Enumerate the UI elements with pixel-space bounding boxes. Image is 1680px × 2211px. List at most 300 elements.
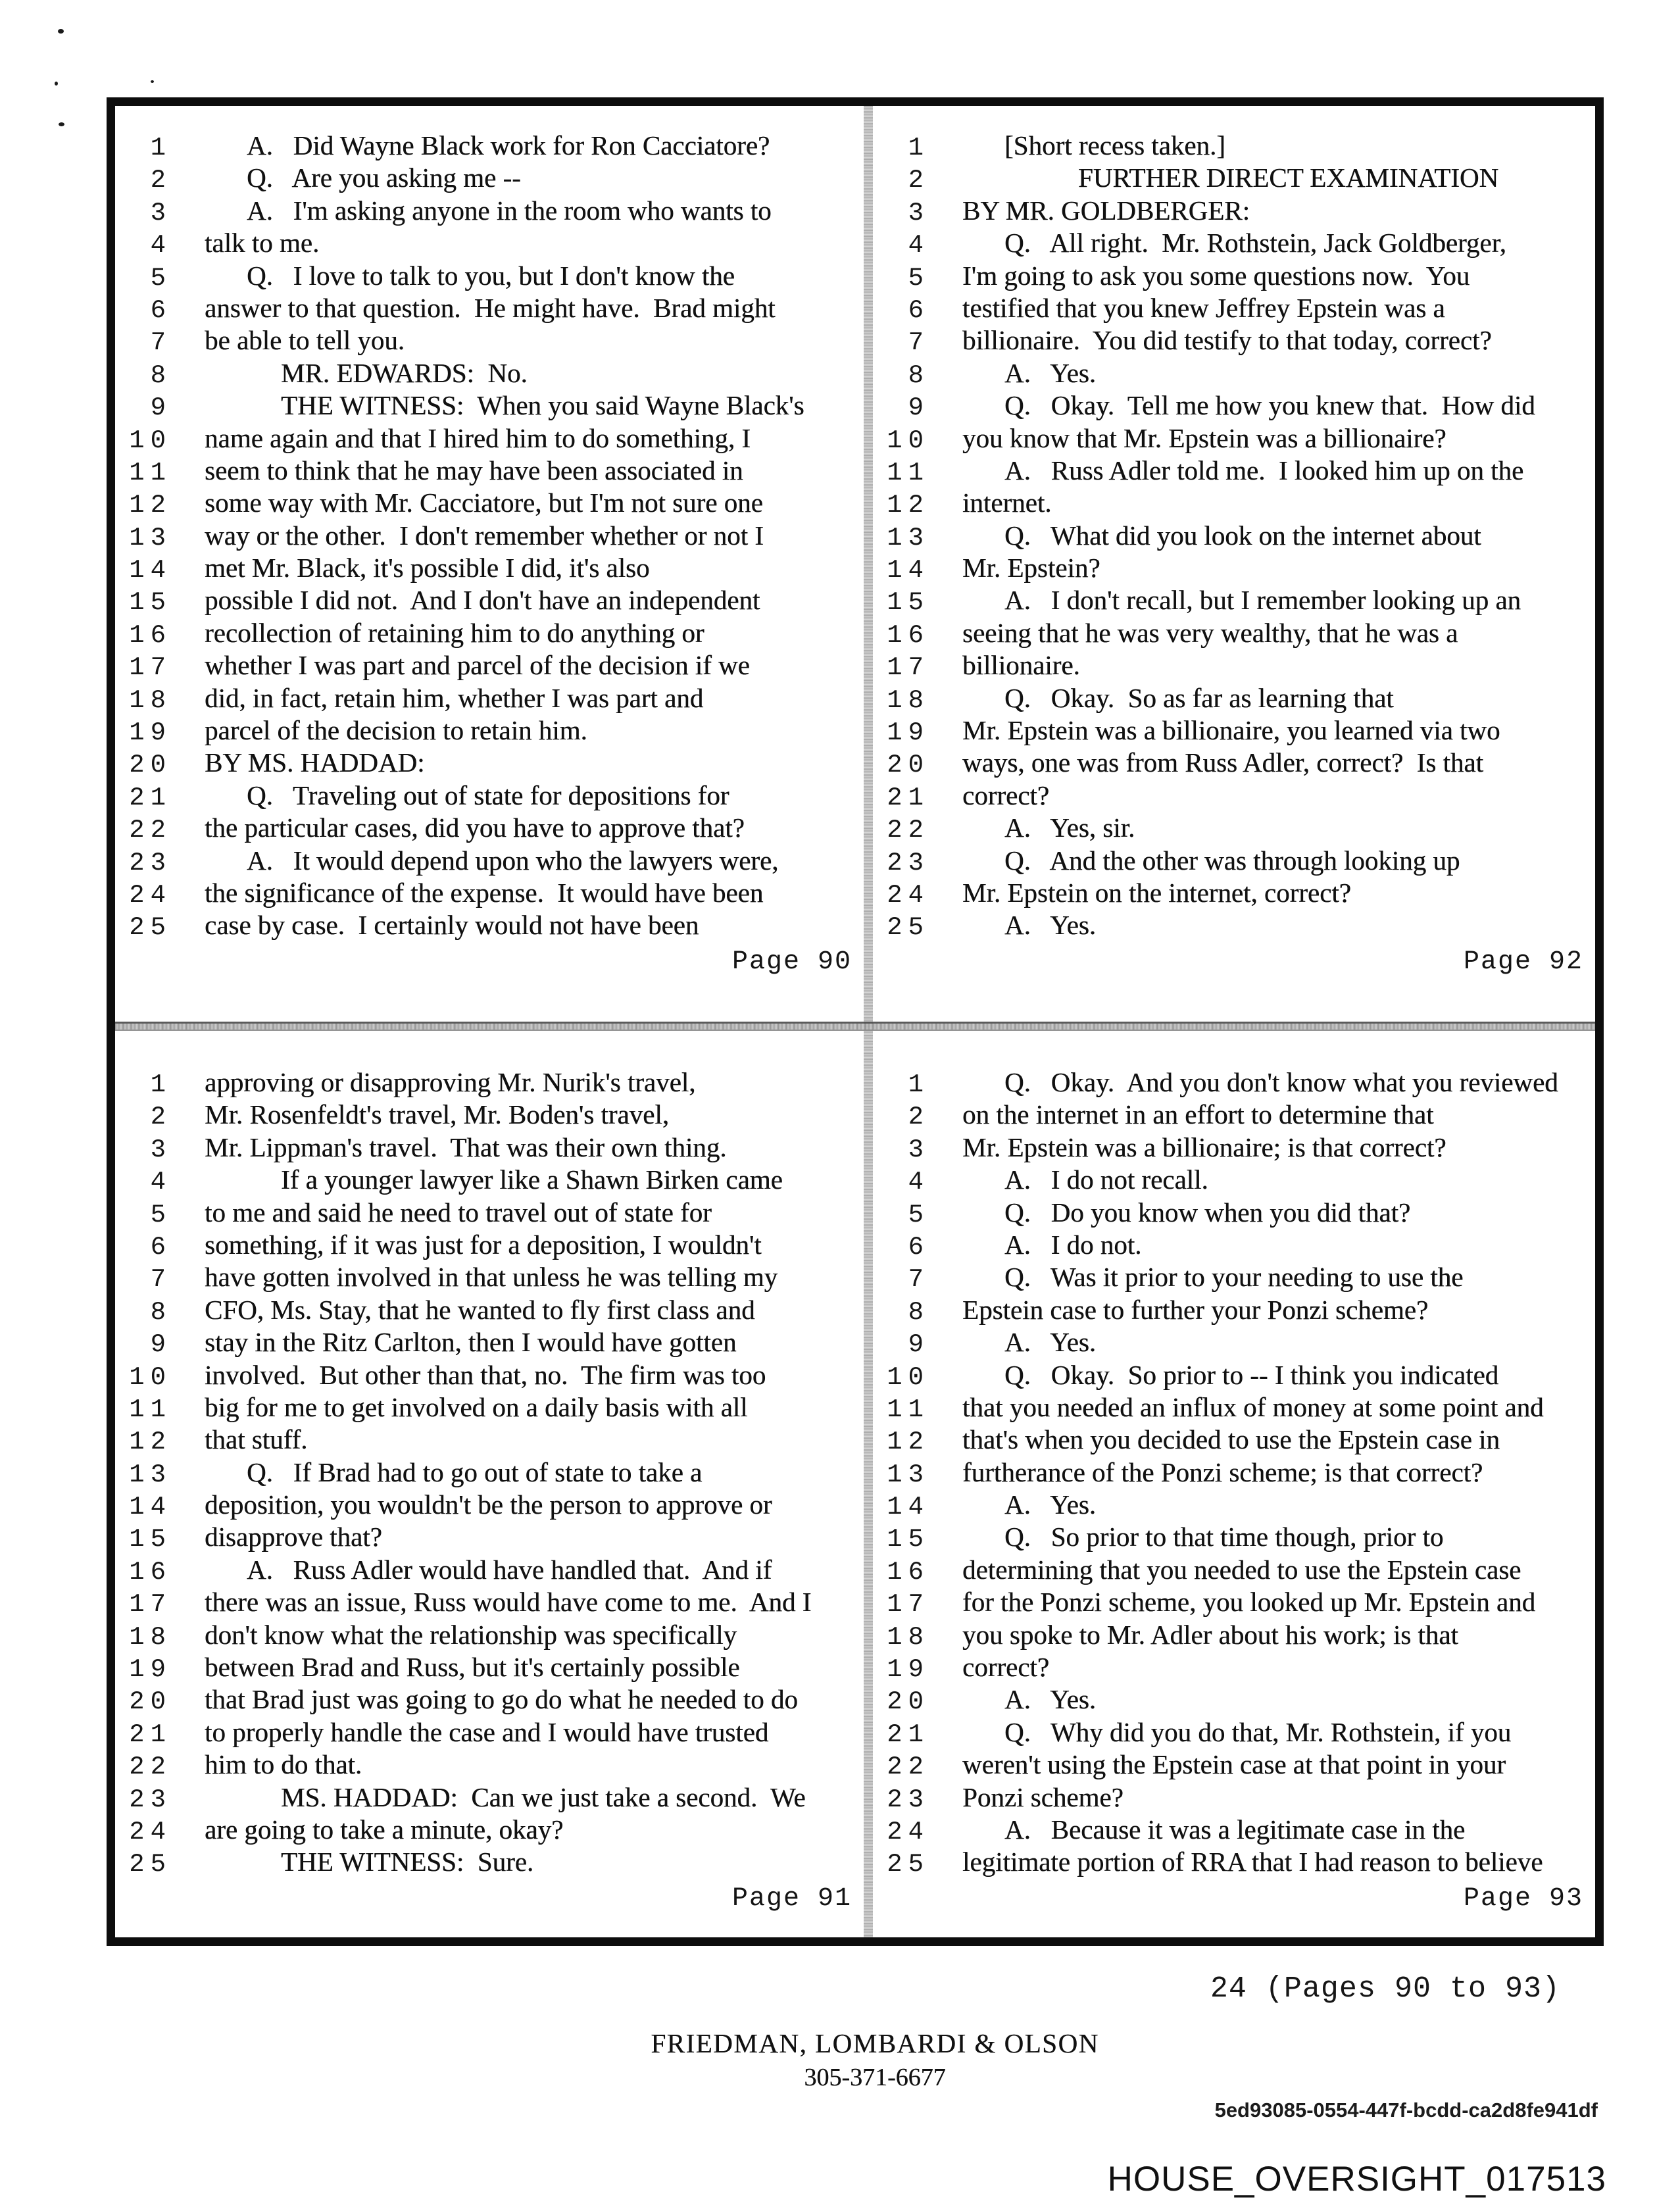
- line-text: testified that you knew Jeffrey Epstein was a: [962, 292, 1445, 323]
- transcript-line: [115, 845, 864, 877]
- transcript-line: [873, 130, 1595, 162]
- line-number: 19: [887, 1655, 929, 1685]
- transcript-border-frame: [107, 97, 1604, 1946]
- line-number: 14: [887, 1493, 929, 1522]
- sheet-page-range-label: 24 (Pages 90 to 93): [1210, 1972, 1560, 2006]
- line-text: Q. Why did you do that, Mr. Rothstein, if you: [1004, 1716, 1512, 1747]
- transcript-line: [115, 520, 864, 552]
- transcript-line: [115, 389, 864, 422]
- line-number: 25: [887, 1850, 929, 1879]
- bates-id: 5ed93085-0554-447f-bcdd-ca2d8fe941df: [1214, 2099, 1598, 2122]
- transcript-line: [115, 1099, 864, 1131]
- transcript-line: [873, 1781, 1595, 1814]
- line-number: 24: [129, 880, 172, 910]
- page-number-label: Page 93: [1463, 1883, 1583, 1914]
- line-number: 5: [150, 1200, 172, 1230]
- line-number: 21: [887, 783, 929, 812]
- line-text: talk to me.: [205, 228, 320, 259]
- line-number: 2: [150, 1103, 172, 1132]
- line-text: A. Did Wayne Black work for Ron Cacciatore?: [247, 130, 770, 161]
- line-text: way or the other. I don't remember whether or not I: [205, 520, 764, 551]
- transcript-line: [115, 1197, 864, 1229]
- line-text: parcel of the decision to retain him.: [205, 715, 587, 746]
- line-number: 13: [129, 1460, 172, 1489]
- line-number: 8: [150, 360, 172, 390]
- line-text: Q. Traveling out of state for depositions for: [247, 780, 729, 810]
- quadrant-page-92: [873, 106, 1595, 1022]
- line-text: Mr. Rosenfeldt's travel, Mr. Boden's travel,: [205, 1099, 669, 1130]
- line-text: that you needed an influx of money at some point and: [962, 1391, 1544, 1422]
- line-number: 9: [150, 1330, 172, 1360]
- transcript-line: [873, 1814, 1595, 1846]
- line-number: 2: [908, 166, 929, 195]
- transcript-line: [873, 260, 1595, 292]
- transcript-line: [873, 845, 1595, 877]
- line-number: 6: [908, 1232, 929, 1262]
- line-number: 12: [887, 1428, 929, 1457]
- line-number: 25: [129, 1850, 172, 1879]
- transcript-line: [115, 260, 864, 292]
- line-text: THE WITNESS: When you said Wayne Black's: [281, 390, 804, 421]
- transcript-line: [115, 1066, 864, 1099]
- transcript-line: [873, 1586, 1595, 1618]
- line-text: furtherance of the Ponzi scheme; is that correct?: [962, 1456, 1483, 1487]
- line-number: 8: [150, 1297, 172, 1327]
- line-text: the particular cases, did you have to approve that?: [205, 812, 745, 843]
- line-text: Mr. Lippman's travel. That was their own thing.: [205, 1131, 727, 1162]
- transcript-line: [115, 1359, 864, 1391]
- line-text: A. Yes.: [1004, 1684, 1096, 1715]
- transcript-line: [115, 1586, 864, 1618]
- line-text: A. I do not.: [1004, 1229, 1142, 1260]
- line-text: legitimate portion of RRA that I had reason to believe: [962, 1847, 1543, 1877]
- transcript-line: [115, 1846, 864, 1878]
- transcript-line: [115, 130, 864, 162]
- scan-speck: [55, 82, 58, 86]
- line-text: ways, one was from Russ Adler, correct? Is that: [962, 747, 1483, 778]
- line-number: 16: [887, 620, 929, 650]
- transcript-line: [115, 877, 864, 909]
- line-number: 25: [129, 913, 172, 943]
- transcript-line: [873, 1716, 1595, 1749]
- transcript-line: [873, 812, 1595, 844]
- line-text: you spoke to Mr. Adler about his work; is that: [962, 1619, 1458, 1650]
- transcript-line: [873, 227, 1595, 259]
- line-text: I'm going to ask you some questions now. You: [962, 260, 1470, 291]
- line-text: A. I do not recall.: [1004, 1164, 1208, 1195]
- line-number: 3: [150, 1135, 172, 1164]
- line-text: determining that you needed to use the Epstein case: [962, 1554, 1521, 1585]
- line-text: A. Russ Adler would have handled that. And if: [247, 1554, 772, 1585]
- line-number: 11: [129, 1395, 172, 1424]
- line-number: 7: [908, 328, 929, 358]
- transcript-line: [873, 455, 1595, 487]
- page-number-label: Page 92: [1463, 947, 1583, 977]
- line-number: 15: [887, 588, 929, 618]
- line-text: BY MR. GOLDBERGER:: [962, 195, 1250, 226]
- line-number: 2: [908, 1103, 929, 1132]
- line-number: 7: [150, 328, 172, 358]
- line-number: 17: [129, 1590, 172, 1620]
- line-text: A. Yes, sir.: [1004, 812, 1135, 843]
- line-number: 11: [887, 1395, 929, 1424]
- transcript-line: [115, 1716, 864, 1749]
- transcript-line: [873, 1651, 1595, 1683]
- line-number: 18: [129, 685, 172, 715]
- line-number: 14: [129, 1493, 172, 1522]
- line-number: 20: [129, 751, 172, 780]
- line-number: 9: [908, 1330, 929, 1360]
- transcript-line: [115, 1261, 864, 1293]
- line-number: 10: [129, 426, 172, 455]
- line-text: whether I was part and parcel of the decision if we: [205, 650, 750, 681]
- transcript-line: [873, 780, 1595, 812]
- transcript-line: [873, 422, 1595, 455]
- transcript-line: [115, 455, 864, 487]
- line-number: 19: [129, 718, 172, 748]
- transcript-line: [873, 1554, 1595, 1586]
- line-number: 7: [908, 1265, 929, 1295]
- line-number: 8: [908, 1297, 929, 1327]
- line-number: 3: [908, 198, 929, 228]
- transcript-line: [873, 1066, 1595, 1099]
- line-text: don't know what the relationship was specifically: [205, 1619, 737, 1650]
- line-text: [Short recess taken.]: [1004, 130, 1225, 161]
- line-text: THE WITNESS: Sure.: [281, 1847, 534, 1877]
- transcript-line: [873, 1619, 1595, 1651]
- line-text: seeing that he was very wealthy, that he was a: [962, 617, 1458, 648]
- transcript-line: [873, 747, 1595, 779]
- transcript-line: [873, 1424, 1595, 1456]
- transcript-line: [115, 780, 864, 812]
- transcript-line: [115, 1294, 864, 1326]
- line-text: Q. Was it prior to your needing to use the: [1004, 1262, 1464, 1293]
- line-text: did, in fact, retain him, whether I was part and: [205, 682, 704, 713]
- line-text: are going to take a minute, okay?: [205, 1814, 564, 1845]
- line-number: 12: [887, 491, 929, 520]
- line-number: 15: [129, 1525, 172, 1554]
- line-text: approving or disapproving Mr. Nurik's travel,: [205, 1067, 696, 1097]
- line-number: 17: [887, 653, 929, 683]
- line-number: 9: [908, 393, 929, 423]
- line-text: Q. Do you know when you did that?: [1004, 1197, 1411, 1228]
- line-number: 16: [129, 1557, 172, 1587]
- transcript-line: [873, 1683, 1595, 1716]
- line-number: 2: [150, 166, 172, 195]
- transcript-line: [873, 1131, 1595, 1164]
- line-text: seem to think that he may have been associated in: [205, 455, 743, 485]
- line-text: MR. EDWARDS: No.: [281, 357, 528, 388]
- line-number: 9: [150, 393, 172, 423]
- quadrant-page-91: [115, 1031, 864, 1937]
- transcript-line: [115, 1424, 864, 1456]
- transcript-line: [873, 1391, 1595, 1424]
- line-text: Q. I love to talk to you, but I don't know the: [247, 260, 735, 291]
- line-text: correct?: [962, 780, 1049, 810]
- line-text: disapprove that?: [205, 1522, 382, 1553]
- line-number: 3: [150, 198, 172, 228]
- line-number: 18: [129, 1622, 172, 1652]
- transcript-line: [115, 1683, 864, 1716]
- line-number: 14: [887, 556, 929, 585]
- transcript-line: [873, 520, 1595, 552]
- line-text: to me and said he need to travel out of state for: [205, 1197, 712, 1228]
- transcript-line: [115, 1521, 864, 1553]
- line-number: 5: [150, 263, 172, 293]
- line-number: 20: [887, 751, 929, 780]
- transcript-line: [873, 909, 1595, 941]
- quadrant-page-90: [115, 106, 864, 1022]
- transcript-line: [873, 1099, 1595, 1131]
- transcript-line: [115, 422, 864, 455]
- line-text: A. I'm asking anyone in the room who wants to: [247, 195, 772, 226]
- line-number: 4: [150, 1168, 172, 1197]
- transcript-line: [873, 1261, 1595, 1293]
- line-number: 23: [129, 1785, 172, 1814]
- transcript-line: [873, 389, 1595, 422]
- line-number: 8: [908, 360, 929, 390]
- line-number: 6: [150, 295, 172, 325]
- transcript-line: [115, 162, 864, 194]
- line-number: 12: [129, 1428, 172, 1457]
- line-text: Mr. Epstein was a billionaire; is that correct?: [962, 1131, 1446, 1162]
- transcript-line: [873, 357, 1595, 389]
- line-text: Q. Are you asking me --: [247, 162, 521, 193]
- transcript-line: [115, 1229, 864, 1261]
- line-text: Q. If Brad had to go out of state to take a: [247, 1456, 703, 1487]
- page-number-label: Page 91: [731, 1883, 852, 1914]
- line-text: that's when you decided to use the Epstein case in: [962, 1424, 1500, 1455]
- transcript-line: [873, 324, 1595, 357]
- line-number: 23: [129, 848, 172, 878]
- transcript-line: [115, 1131, 864, 1164]
- transcript-line: [873, 682, 1595, 714]
- line-text: Mr. Epstein on the internet, correct?: [962, 877, 1351, 908]
- line-text: A. I don't recall, but I remember looking up an: [1004, 585, 1521, 616]
- transcript-lines: [873, 130, 1595, 942]
- court-reporter-firm: FRIEDMAN, LOMBARDI & OLSON: [651, 2028, 1099, 2058]
- line-text: Q. All right. Mr. Rothstein, Jack Goldberger,: [1004, 228, 1506, 259]
- line-text: Q. So prior to that time though, prior to: [1004, 1522, 1444, 1553]
- line-number: 4: [908, 1168, 929, 1197]
- line-text: stay in the Ritz Carlton, then I would have gotten: [205, 1327, 737, 1358]
- line-number: 24: [129, 1817, 172, 1847]
- transcript-lines: [115, 1066, 864, 1879]
- transcript-line: [115, 1749, 864, 1781]
- line-text: If a younger lawyer like a Shawn Birken came: [281, 1164, 783, 1195]
- line-text: Q. Okay. So as far as learning that: [1004, 682, 1394, 713]
- transcript-line: [873, 1229, 1595, 1261]
- line-text: him to do that.: [205, 1749, 362, 1780]
- transcript-line: [115, 227, 864, 259]
- transcript-line: [873, 552, 1595, 584]
- line-number: 21: [129, 783, 172, 812]
- line-number: 13: [129, 523, 172, 553]
- line-text: internet.: [962, 487, 1052, 518]
- transcript-line: [873, 292, 1595, 324]
- line-text: FURTHER DIRECT EXAMINATION: [1078, 162, 1499, 193]
- line-number: 17: [129, 653, 172, 683]
- line-number: 1: [908, 134, 929, 162]
- line-text: on the internet in an effort to determine that: [962, 1099, 1434, 1130]
- exhibit-stamp: HOUSE_OVERSIGHT_017513: [1107, 2160, 1606, 2199]
- transcript-line: [873, 487, 1595, 519]
- transcript-line: [873, 584, 1595, 616]
- line-number: 1: [908, 1070, 929, 1099]
- line-number: 10: [887, 1362, 929, 1392]
- line-text: Q. Okay. And you don't know what you reviewed: [1004, 1067, 1558, 1097]
- page-number-label: Page 90: [731, 947, 852, 977]
- line-text: have gotten involved in that unless he was telling my: [205, 1262, 778, 1293]
- line-number: 19: [887, 718, 929, 748]
- line-text: Mr. Epstein was a billionaire, you learned via two: [962, 715, 1500, 746]
- line-number: 23: [887, 1785, 929, 1814]
- line-number: 1: [150, 1070, 172, 1099]
- line-text: there was an issue, Russ would have come to me. And I: [205, 1587, 812, 1618]
- transcript-line: [115, 195, 864, 227]
- line-text: A. Yes.: [1004, 910, 1096, 941]
- line-number: 22: [129, 1752, 172, 1782]
- line-text: possible I did not. And I don't have an independent: [205, 585, 760, 616]
- transcript-line: [115, 1489, 864, 1521]
- line-number: 5: [908, 1200, 929, 1230]
- line-text: case by case. I certainly would not have been: [205, 910, 699, 941]
- transcript-line: [873, 1294, 1595, 1326]
- line-text: involved. But other than that, no. The firm was too: [205, 1359, 766, 1390]
- transcript-line: [115, 747, 864, 779]
- line-text: met Mr. Black, it's possible I did, it's also: [205, 553, 650, 584]
- transcript-line: [873, 1164, 1595, 1196]
- line-text: MS. HADDAD: Can we just take a second. We: [281, 1781, 806, 1812]
- line-number: 22: [887, 816, 929, 845]
- line-text: A. Because it was a legitimate case in the: [1004, 1814, 1466, 1845]
- line-text: Q. Okay. So prior to -- I think you indicated: [1004, 1359, 1499, 1390]
- line-text: Epstein case to further your Ponzi scheme?: [962, 1294, 1429, 1325]
- transcript-line: [115, 324, 864, 357]
- line-text: Q. And the other was through looking up: [1004, 845, 1460, 876]
- line-number: 22: [129, 816, 172, 845]
- line-text: be able to tell you.: [205, 325, 405, 356]
- transcript-line: [873, 714, 1595, 747]
- line-text: weren't using the Epstein case at that point in your: [962, 1749, 1506, 1780]
- line-number: 18: [887, 685, 929, 715]
- line-text: A. Yes.: [1004, 1327, 1096, 1358]
- line-number: 15: [129, 588, 172, 618]
- line-number: 23: [887, 848, 929, 878]
- line-number: 4: [150, 231, 172, 261]
- line-text: you know that Mr. Epstein was a billionaire?: [962, 422, 1446, 453]
- transcript-line: [115, 714, 864, 747]
- line-number: 17: [887, 1590, 929, 1620]
- transcript-line: [115, 1781, 864, 1814]
- transcript-lines: [873, 1066, 1595, 1879]
- transcript-line: [115, 909, 864, 941]
- line-number: 21: [887, 1720, 929, 1749]
- line-text: big for me to get involved on a daily basis with all: [205, 1391, 748, 1422]
- transcript-line: [115, 1651, 864, 1683]
- line-number: 6: [908, 295, 929, 325]
- scan-speck: [58, 29, 64, 34]
- line-number: 1: [150, 134, 172, 162]
- line-text: the significance of the expense. It would have been: [205, 877, 764, 908]
- transcript-line: [115, 812, 864, 844]
- transcript-line: [873, 1749, 1595, 1781]
- line-number: 13: [887, 523, 929, 553]
- line-text: billionaire. You did testify to that today, correct?: [962, 325, 1492, 356]
- transcript-line: [873, 1326, 1595, 1358]
- line-text: answer to that question. He might have. Brad might: [205, 292, 776, 323]
- line-text: that stuff.: [205, 1424, 308, 1455]
- transcript-line: [115, 1391, 864, 1424]
- line-number: 10: [887, 426, 929, 455]
- transcript-line: [115, 1456, 864, 1489]
- line-text: A. It would depend upon who the lawyers were,: [247, 845, 779, 876]
- line-text: A. Yes.: [1004, 1489, 1096, 1520]
- transcript-line: [115, 649, 864, 682]
- transcript-line: [115, 357, 864, 389]
- transcript-line: [115, 1164, 864, 1196]
- line-number: 18: [887, 1622, 929, 1652]
- line-text: A. Yes.: [1004, 357, 1096, 388]
- transcript-line: [115, 1326, 864, 1358]
- transcript-line: [115, 617, 864, 649]
- line-number: 20: [129, 1687, 172, 1717]
- line-number: 6: [150, 1232, 172, 1262]
- line-text: billionaire.: [962, 650, 1080, 681]
- line-number: 25: [887, 913, 929, 943]
- line-text: to properly handle the case and I would have trusted: [205, 1716, 769, 1747]
- transcript-line: [873, 1197, 1595, 1229]
- transcript-line: [115, 584, 864, 616]
- line-number: 4: [908, 231, 929, 261]
- line-text: recollection of retaining him to do anything or: [205, 617, 704, 648]
- line-text: CFO, Ms. Stay, that he wanted to fly first class and: [205, 1294, 755, 1325]
- line-text: Mr. Epstein?: [962, 553, 1100, 584]
- quadrant-page-93: [873, 1031, 1595, 1937]
- line-number: 12: [129, 491, 172, 520]
- transcript-line: [873, 1521, 1595, 1553]
- line-number: 11: [887, 458, 929, 487]
- transcript-line: [115, 1554, 864, 1586]
- transcript-line: [873, 649, 1595, 682]
- line-number: 16: [887, 1557, 929, 1587]
- transcript-line: [873, 162, 1595, 194]
- court-reporter-phone: 305-371-6677: [804, 2064, 946, 2091]
- transcript-line: [115, 292, 864, 324]
- transcript-line: [873, 195, 1595, 227]
- scan-speck: [151, 80, 154, 83]
- row-divider: [115, 1022, 1595, 1031]
- line-number: 7: [150, 1265, 172, 1295]
- line-number: 15: [887, 1525, 929, 1554]
- line-text: BY MS. HADDAD:: [205, 747, 425, 778]
- line-number: 5: [908, 263, 929, 293]
- line-text: something, if it was just for a deposition, I wouldn't: [205, 1229, 762, 1260]
- line-text: correct?: [962, 1652, 1049, 1683]
- line-number: 13: [887, 1460, 929, 1489]
- line-number: 22: [887, 1752, 929, 1782]
- line-number: 20: [887, 1687, 929, 1717]
- line-number: 3: [908, 1135, 929, 1164]
- line-number: 14: [129, 556, 172, 585]
- scan-speck: [59, 122, 64, 126]
- line-text: name again and that I hired him to do something, I: [205, 422, 751, 453]
- transcript-line: [873, 1456, 1595, 1489]
- transcript-line: [873, 617, 1595, 649]
- transcript-line: [873, 1359, 1595, 1391]
- line-number: 24: [887, 1817, 929, 1847]
- transcript-line: [873, 1846, 1595, 1878]
